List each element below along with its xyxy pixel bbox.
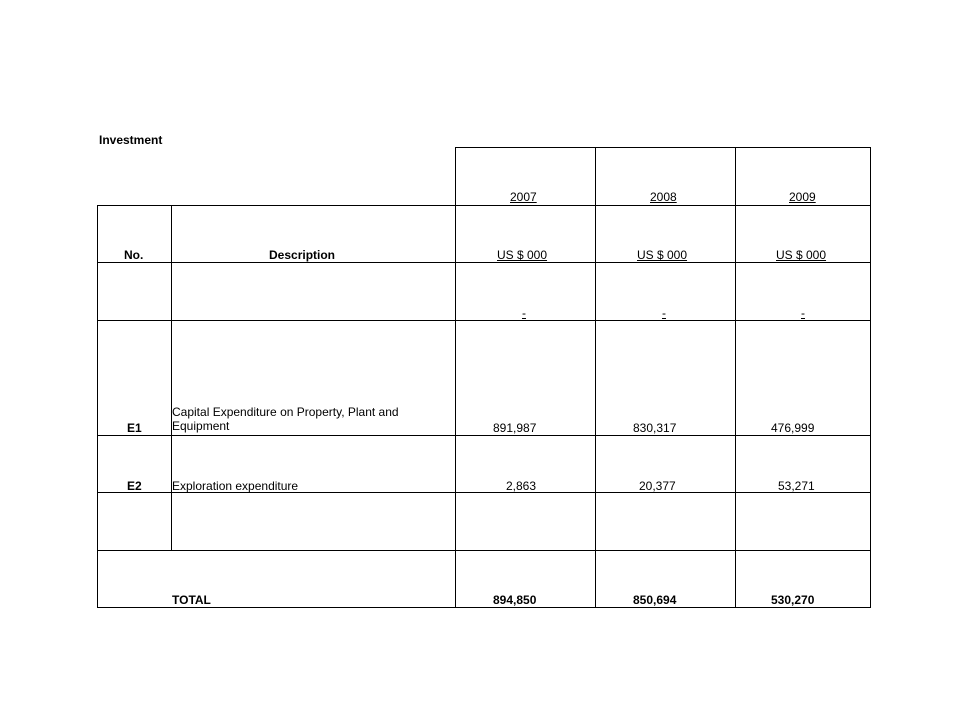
unit-header-2008: US $ 000 [637, 248, 688, 262]
row-value-2008: 20,377 [639, 479, 676, 493]
row-value-2007: 891,987 [493, 421, 537, 435]
dash-2009: - [801, 306, 805, 320]
row-no: E1 [127, 421, 142, 435]
year-header-2009: 2009 [789, 190, 816, 204]
total-label: TOTAL [172, 593, 211, 607]
row-description: Capital Expenditure on Property, Plant and Equipment [172, 405, 399, 433]
dash-2008: - [662, 306, 666, 320]
row-value-2009: 53,271 [778, 479, 815, 493]
total-value-2007: 894,850 [493, 593, 537, 607]
row-no: E2 [127, 479, 142, 493]
row-value-2008: 830,317 [633, 421, 677, 435]
unit-header-2007: US $ 000 [497, 248, 548, 262]
row-description: Exploration expenditure [172, 479, 299, 493]
year-header-2008: 2008 [650, 190, 677, 204]
total-value-2009: 530,270 [771, 593, 815, 607]
dash-2007: - [522, 306, 526, 320]
total-value-2008: 850,694 [633, 593, 677, 607]
column-header-description: Description [269, 248, 336, 262]
row-value-2009: 476,999 [771, 421, 815, 435]
row-value-2007: 2,863 [506, 479, 537, 493]
column-header-no: No. [124, 248, 144, 262]
unit-header-2009: US $ 000 [776, 248, 827, 262]
year-header-2007: 2007 [510, 190, 537, 204]
page-title: Investment [99, 133, 163, 147]
